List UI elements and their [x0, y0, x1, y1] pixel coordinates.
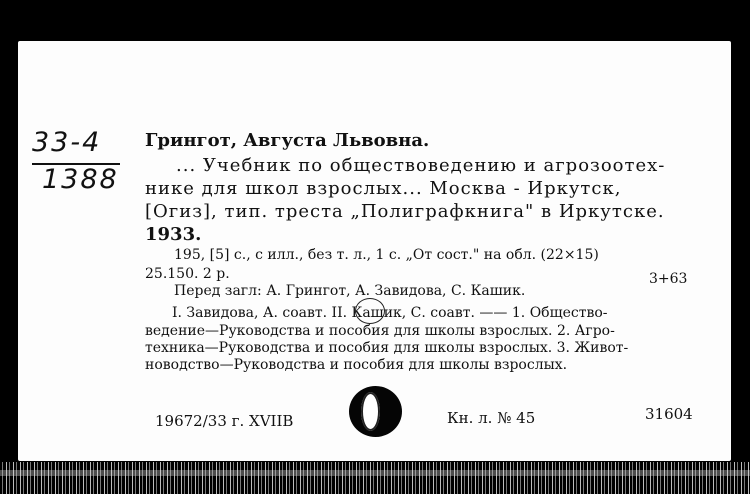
scan-noise-band [0, 470, 750, 476]
subject-line-3: техника—Руководства и пособия для школы взрослых. 3. Живот- [145, 340, 629, 356]
title-line-2: нике для школ взрослых... Москва - Иркутск, [145, 178, 622, 199]
card-serial-number: 31604 [645, 405, 693, 423]
scan-noise-strip [0, 462, 750, 494]
title-line-3: [Огиз], тип. треста „Полиграфкнига" в Иркутске. [145, 201, 665, 222]
card-order-number: 19672/33 г. XVIIB [155, 412, 294, 430]
physical-description-1: 195, [5] с., с илл., без т. л., 1 с. „От сост." на обл. (22×15) [174, 247, 599, 263]
subject-line-1: I. Завидова, А. соавт. II. Кашик, С. соавт. —— 1. Общество- [172, 305, 608, 321]
publication-year: 1933. [145, 224, 202, 245]
author-heading: Грингот, Августа Львовна. [145, 130, 430, 151]
punch-hole-ring [361, 392, 380, 431]
circled-mark [355, 298, 385, 324]
subject-line-2: ведение—Руководства и пособия для школы взрослых. 2. Агро- [145, 323, 615, 339]
call-number-top: 33-4 [32, 127, 102, 158]
call-number-bottom: 1388 [42, 164, 119, 195]
classification-code: 3+63 [649, 271, 688, 287]
physical-description-2: 25.150. 2 р. [145, 266, 230, 282]
author-note: Перед загл: А. Грингот, А. Завидова, С. Кашик. [174, 283, 526, 299]
title-line-1: ... Учебник по обществоведению и агрозоотех- [176, 155, 666, 176]
subject-line-4: новодство—Руководства и пособия для школы взрослых. [145, 357, 568, 373]
book-chronicle-number: Кн. л. № 45 [447, 409, 536, 427]
